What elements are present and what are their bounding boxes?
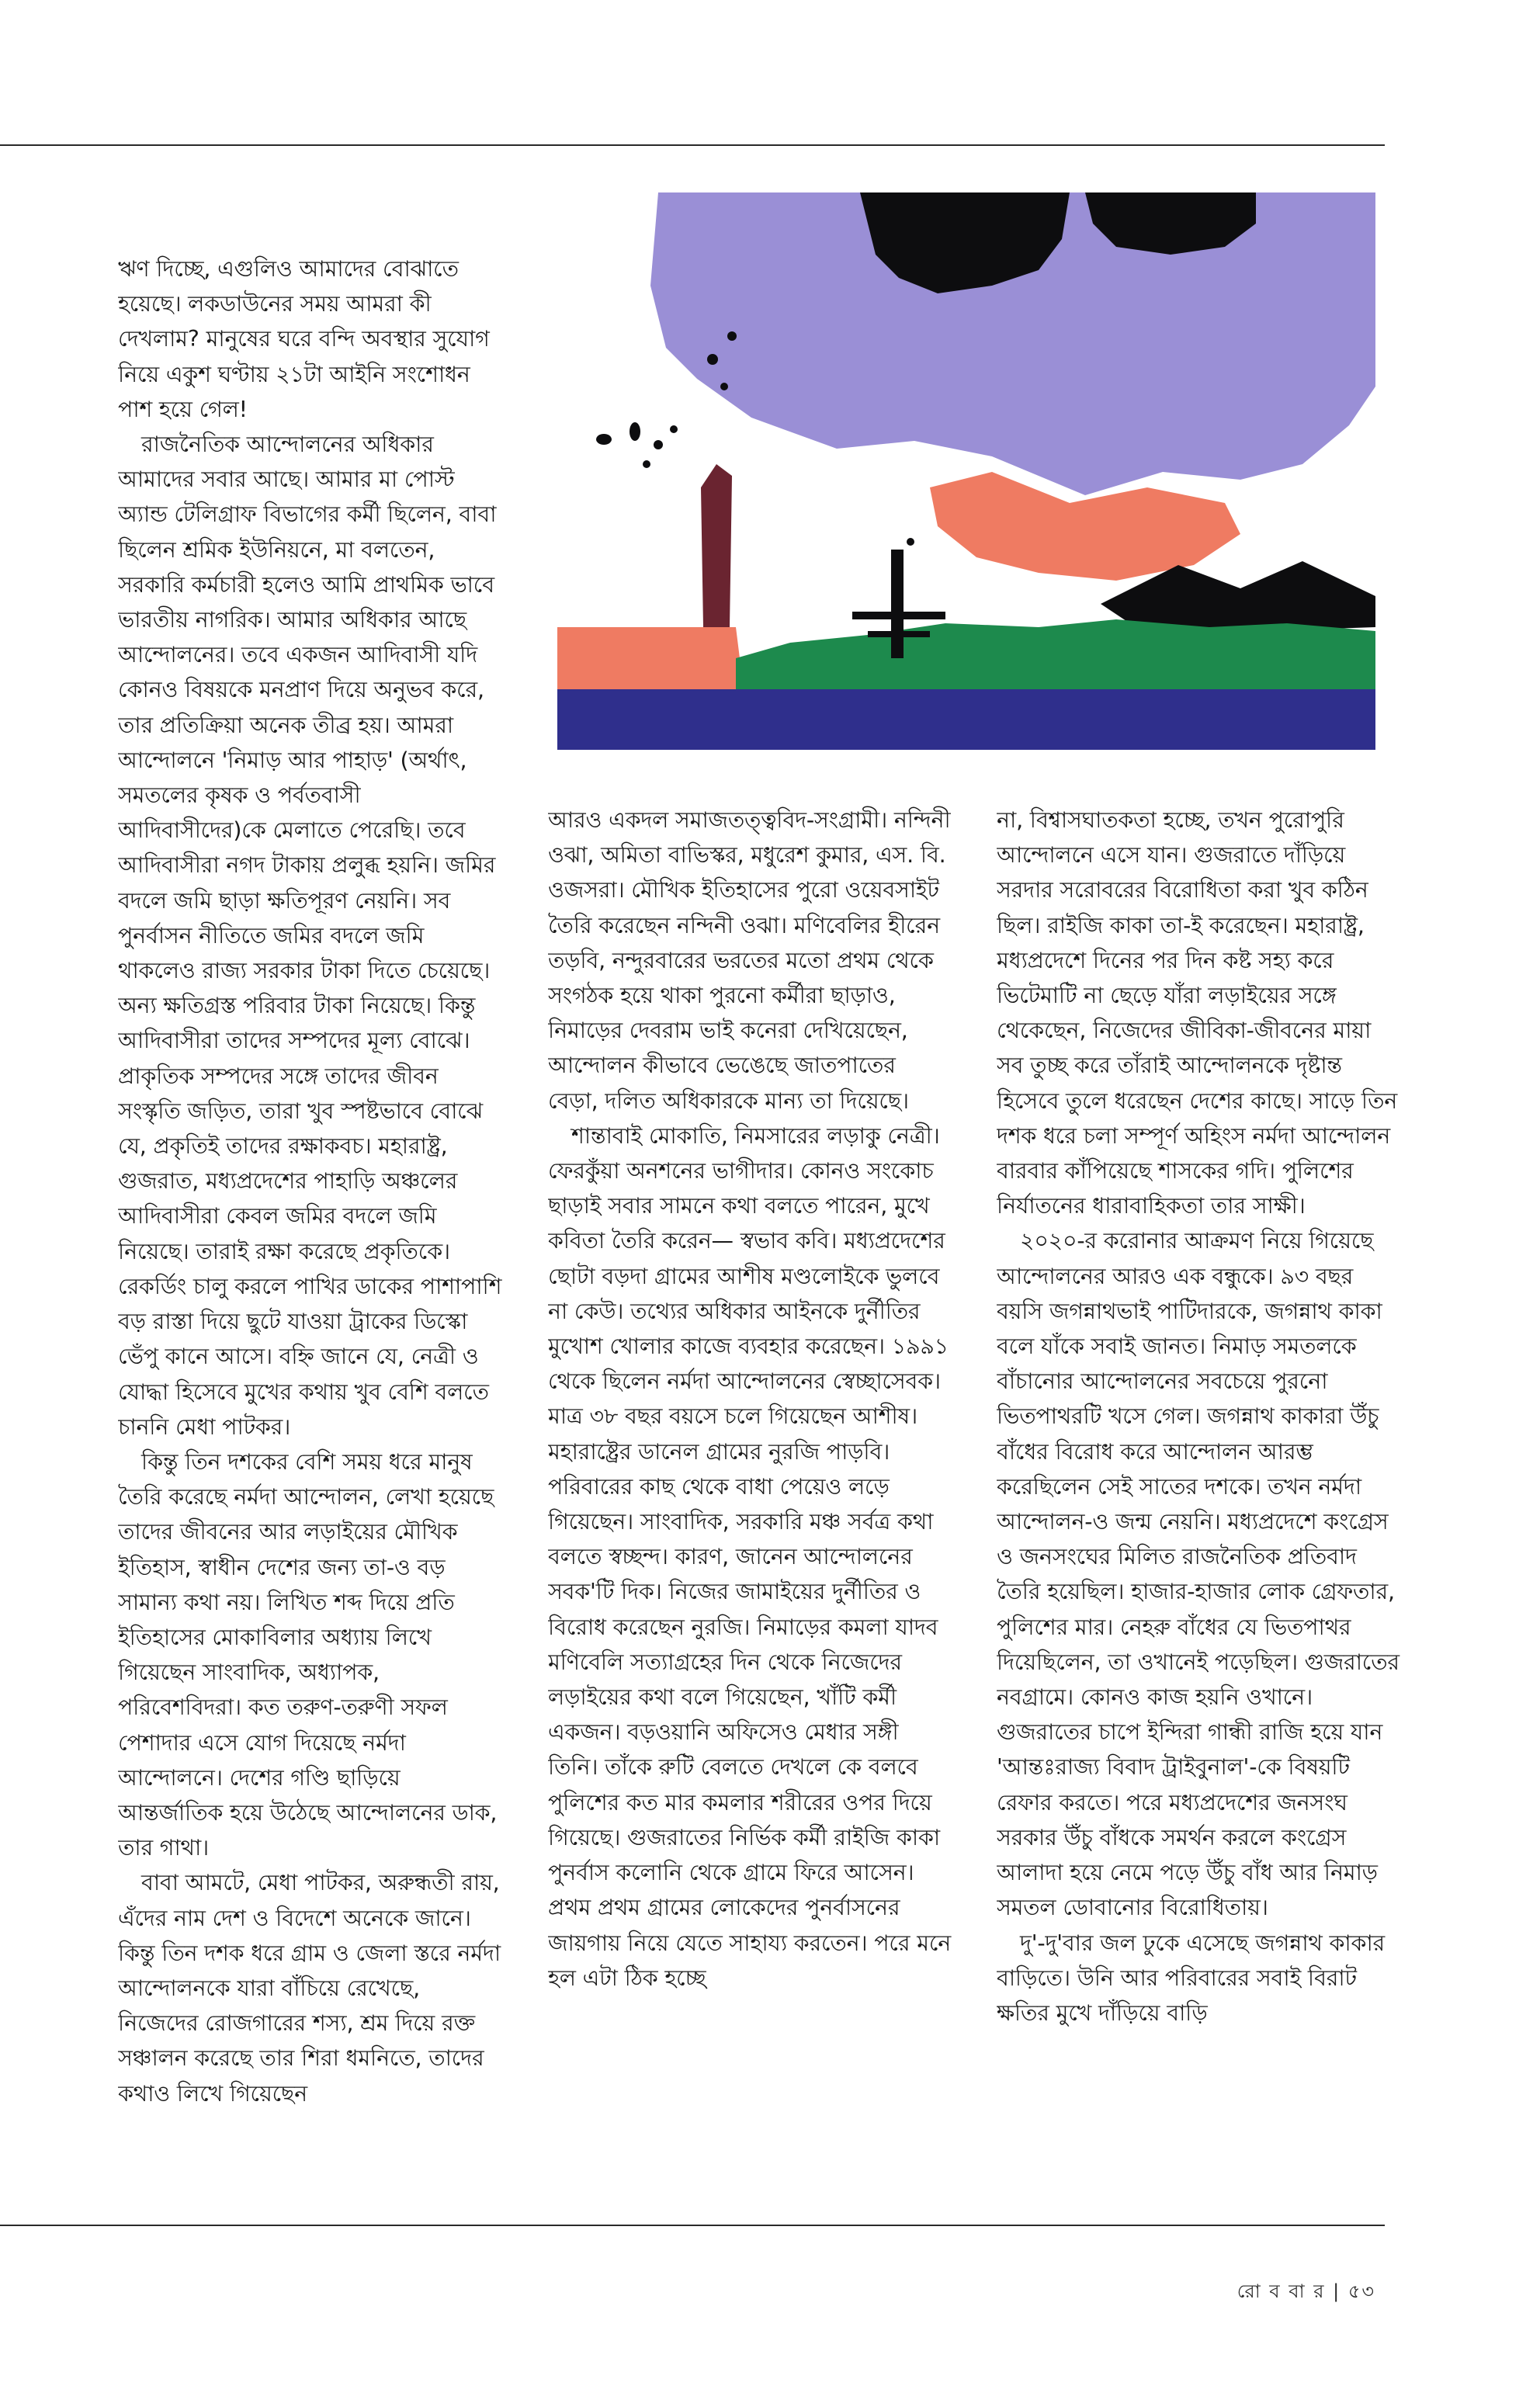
- paragraph: ঋণ দিচ্ছে, এগুলিও আমাদের বোঝাতে হয়েছে। লকডাউনের সময় আমরা কী দেখলাম? মানুষের ঘরে বন্দি অবস্থার সুযোগ নিয়ে একুশ ঘণ্টায় ২১টা আইনি সংশোধন পাশ হয়ে গেল!: [118, 256, 490, 422]
- article-column-middle: [548, 803, 952, 2200]
- paragraph: ২০২০-র করোনার আক্রমণ নিয়ে গিয়েছে আন্দোলনের আরও এক বন্ধুকে। ৯৩ বছর বয়সি জগন্নাথভাই পাটিদারকে, জগন্নাথ কাকা বলে যাঁকে সবাই জানত। নিমাড় সমতলকে বাঁচানোর আন্দোলনের সবচেয়ে পুরনো ভিতপাথরটি খসে গেল। জগন্নাথ কাকারা উঁচু বাঁধের বিরোধ করে আন্দোলন আরম্ভ করেছিলেন সেই সাতের দশকে। তখন নর্মদা আন্দোলন-ও জন্ম নেয়নি। মধ্যপ্রদেশে কংগ্রেস ও জনসংঘের মিলিত রাজনৈতিক প্রতিবাদ তৈরি হয়েছিল। হাজার-হাজার লোক গ্রেফতার, পুলিশের মার। নেহরু বাঁধের যে ভিতপাথর দিয়েছিলেন, তা ওখানেই পড়েছিল। গুজরাতের নবগ্রামে। কোনও কাজ হয়নি ওখানে। গুজরাতের চাপে ইন্দিরা গান্ধী রাজি হয়ে যান 'আন্তঃরাজ্য বিবাদ ট্রাইবুনাল'-কে বিষয়টি রেফার করতে। পরে মধ্যপ্রদেশের জনসংঘ সরকার উঁচু বাঁধকে সমর্থন করলে কংগ্রেস আলাদা হয়ে নেমে পড়ে উঁচু বাঁধ আর নিমাড় সমতল ডোবানোর বিরোধিতায়।: [997, 1228, 1400, 1921]
- collage-illustration: [557, 192, 1375, 750]
- paragraph: না, বিশ্বাসঘাতকতা হচ্ছে, তখন পুরোপুরি আন্দোলনে এসে যান। গুজরাতে দাঁড়িয়ে সরদার সরোবরের বিরোধিতা করা খুব কঠিন ছিল। রাইজি কাকা তা-ই করেছেন। মহারাষ্ট্র, মধ্যপ্রদেশে দিনের পর দিন কষ্ট সহ্য করে ভিটেমাটি না ছেড়ে যাঁরা লড়াইয়ের সঙ্গে থেকেছেন, নিজেদের জীবিকা-জীবনের মায়া সব তুচ্ছ করে তাঁরাই আন্দোলনকে দৃষ্টান্ত হিসেবে তুলে ধরেছেন দেশের কাছে। সাড়ে তিন দশক ধরে চলা সম্পূর্ণ অহিংস নর্মদা আন্দোলন বারবার কাঁপিয়েছে শাসকের গদি। পুলিশের নির্যাতনের ধারাবাহিকতা তার সাক্ষী।: [997, 807, 1398, 1219]
- paragraph: কিন্তু তিন দশকের বেশি সময় ধরে মানুষ তৈরি করেছে নর্মদা আন্দোলন, লেখা হয়েছে তাদের জীবনের আর লড়াইয়ের মৌখিক ইতিহাস, স্বাধীন দেশের জন্য তা-ও বড় সামান্য কথা নয়। লিখিত শব্দ দিয়ে প্রতি ইতিহাসের মোকাবিলার অধ্যায় লিখে গিয়েছেন সাংবাদিক, অধ্যাপক, পরিবেশবিদরা। কত তরুণ-তরুণী সফল পেশাদার এসে যোগ দিয়েছে নর্মদা আন্দোলনে। দেশের গণ্ডি ছাড়িয়ে আন্তর্জাতিক হয়ে উঠেছে আন্দোলনের ডাক, তার গাথা।: [118, 1448, 498, 1861]
- salmon-block: [557, 627, 744, 689]
- article-column-right: [997, 803, 1400, 2200]
- paragraph: রাজনৈতিক আন্দোলনের অধিকার আমাদের সবার আছে। আমার মা পোস্ট অ্যান্ড টেলিগ্রাফ বিভাগের কর্মী ছিলেন, বাবা ছিলেন শ্রমিক ইউনিয়নে, মা বলতেন, সরকারি কর্মচারী হলেও আমি প্রাথমিক ভাবে ভারতীয় নাগরিক। আমার অধিকার আছে আন্দোলনের। তবে একজন আদিবাসী যদি কোনও বিষয়কে মনপ্রাণ দিয়ে অনুভব করে, তার প্রতিক্রিয়া অনেক তীব্র হয়। আমরা আন্দোলনে 'নিমাড় আর পাহাড়' (অর্থাৎ, সমতলের কৃষক ও পর্বতবাসী আদিবাসীদের)কে মেলাতে পেরেছি। তবে আদিবাসীরা নগদ টাকায় প্রলুব্ধ হয়নি। জমির বদলে জমি ছাড়া ক্ষতিপূরণ নেয়নি। সব পুনর্বাসন নীতিতে জমির বদলে জমি থাকলেও রাজ্য সরকার টাকা দিতে চেয়েছে। অন্য ক্ষতিগ্রস্ত পরিবার টাকা নিয়েছে। কিন্তু আদিবাসীরা তাদের সম্পদের মূল্য বোঝে। প্রাকৃতিক সম্পদের সঙ্গে তাদের জীবন সংস্কৃতি জড়িত, তারা খুব স্পষ্টভাবে বোঝে যে, প্রকৃতিই তাদের রক্ষাকবচ। মহারাষ্ট্র, গুজরাত, মধ্যপ্রদেশের পাহাড়ি অঞ্চলের আদিবাসীরা কেবল জমির বদলে জমি নিয়েছে। তারাই রক্ষা করেছে প্রকৃতিকে। রেকর্ডিং চালু করলে পাখির ডাকের পাশাপাশি বড় রাস্তা দিয়ে ছুটে যাওয়া ট্রাকের ডিস্কো ভেঁপু কানে আসে। বহ্নি জানে যে, নেত্রী ও যোদ্ধা হিসেবে মুখের কথায় খুব বেশি বলতে চাননি মেধা পাটকর।: [118, 432, 502, 1440]
- article-column-left: [118, 251, 506, 2207]
- paragraph: দু'-দু'বার জল ঢুকে এসেছে জগন্নাথ কাকার বাড়িতে। উনি আর পরিবারের সবাই বিরাট ক্ষতির মুখে দাঁড়িয়ে বাড়ি: [997, 1930, 1385, 2026]
- footer-separator: |: [1333, 2280, 1341, 2302]
- top-rule: [0, 144, 1385, 146]
- magazine-name: রো ব বা র: [1237, 2280, 1326, 2302]
- paragraph: বাবা আমটে, মেধা পাটকর, অরুন্ধতী রায়, এঁদের নাম দেশ ও বিদেশে অনেকে জানে। কিন্তু তিন দশক ধরে গ্রাম ও জেলা স্তরে নর্মদা আন্দোলনকে যারা বাঁচিয়ে রেখেছে, নিজেদের রোজগারের শস্য, শ্রম দিয়ে রক্ত সঞ্চালন করেছে তার শিরা ধমনিতে, তাদের কথাও লিখে গিয়েছেন: [118, 1870, 501, 2107]
- bottom-rule: [0, 2225, 1385, 2226]
- blue-water: [557, 689, 1375, 750]
- maroon-tower: [701, 464, 732, 627]
- page-number: ৫৩: [1348, 2280, 1375, 2302]
- page-footer: [1237, 2277, 1375, 2308]
- paragraph: শান্তাবাই মোকাতি, নিমসারের লড়াকু নেত্রী। ফেরকুঁয়া অনশনের ভাগীদার। কোনও সংকোচ ছাড়াই সবার সামনে কথা বলতে পারেন, মুখে কবিতা তৈরি করেন— স্বভাব কবি। মধ্যপ্রদেশের ছোটা বড়দা গ্রামের আশীষ মণ্ডলোইকে ভুলবে না কেউ। তথ্যের অধিকার আইনকে দুর্নীতির মুখোশ খোলার কাজে ব্যবহার করেছেন। ১৯৯১ থেকে ছিলেন নর্মদা আন্দোলনের স্বেচ্ছাসেবক। মাত্র ৩৮ বছর বয়সে চলে গিয়েছেন আশীষ। মহারাষ্ট্রের ডানেল গ্রামের নুরজি পাড়বি। পরিবারের কাছ থেকে বাধা পেয়েও লড়ে গিয়েছেন। সাংবাদিক, সরকারি মঞ্চ সর্বত্র কথা বলতে স্বচ্ছন্দ। কারণ, জানেন আন্দোলনের সবক'টি দিক। নিজের জামাইয়ের দুর্নীতির ও বিরোধ করেছেন নুরজি। নিমাড়ের কমলা যাদব মণিবেলি সত্যাগ্রহের দিন থেকে নিজেদের লড়াইয়ের কথা বলে গিয়েছেন, খাঁটি কর্মী একজন। বড়ওয়ানি অফিসেও মেধার সঙ্গী তিনি। তাঁকে রুটি বেলতে দেখলে কে বলবে পুলিশের কত মার কমলার শরীরের ওপর দিয়ে গিয়েছে। গুজরাতের নির্ভিক কর্মী রাইজি কাকা পুনর্বাস কলোনি থেকে গ্রামে ফিরে আসেন। প্রথম প্রথম গ্রামের লোকেদের পুনর্বাসনের জায়গায় নিয়ে যেতে সাহায্য করতেন। পরে মনে হল এটা ঠিক হচ্ছে: [548, 1122, 952, 1991]
- paragraph: আরও একদল সমাজতত্ত্ববিদ-সংগ্রামী। নন্দিনী ওঝা, অমিতা বাভিস্কর, মধুরেশ কুমার, এস. বি. ওজসরা। মৌখিক ইতিহাসের পুরো ওয়েবসাইট তৈরি করেছেন নন্দিনী ওঝা। মণিবেলির হীরেন তড়বি, নন্দুরবারের ভরতের মতো প্রথম থেকে সংগঠক হয়ে থাকা পুরনো কর্মীরা ছাড়াও, নিমাড়ের দেবরাম ভাই কনেরা দেখিয়েছেন, আন্দোলন কীভাবে ভেঙেছে জাতপাতের বেড়া, দলিত অধিকারকে মান্য তা দিয়েছে।: [548, 807, 951, 1114]
